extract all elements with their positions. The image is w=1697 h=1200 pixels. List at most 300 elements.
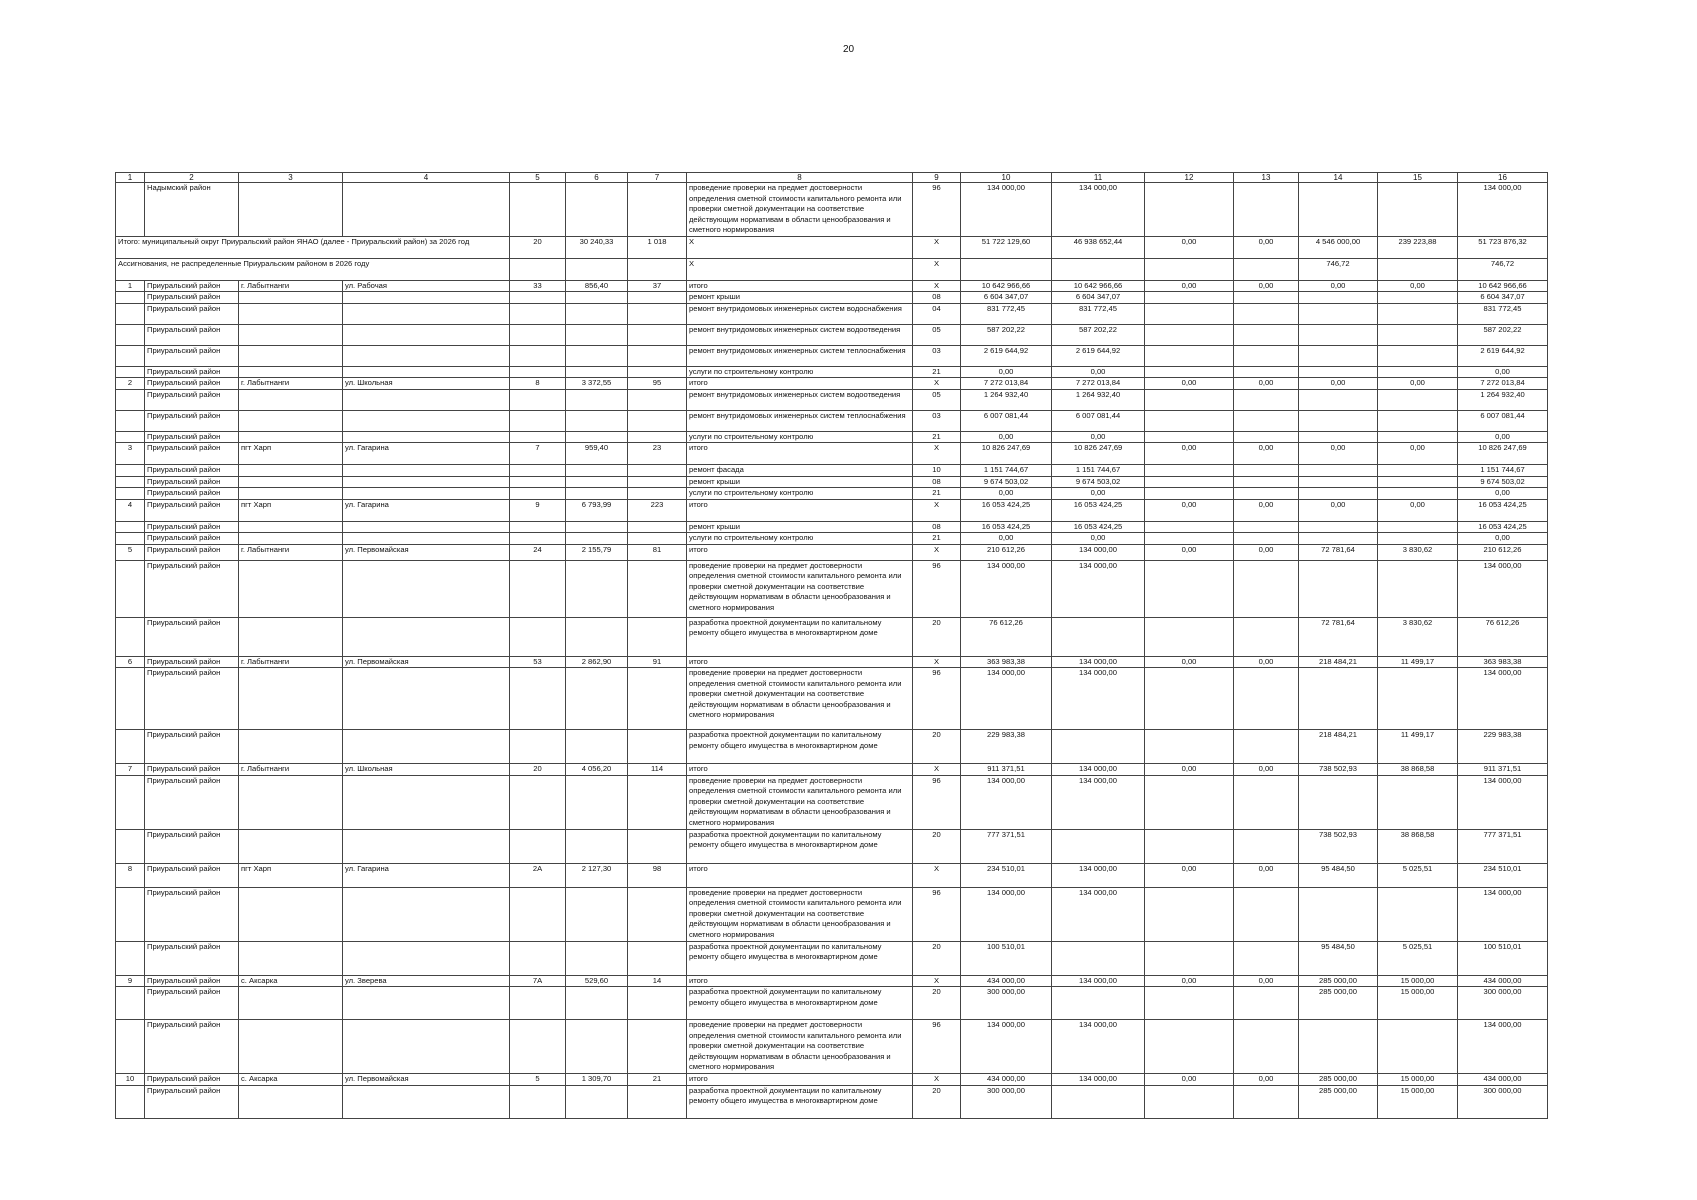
street-cell (343, 775, 510, 829)
district-cell: Приуральский район (145, 345, 239, 366)
cost-col-15-cell: 3 830,62 (1378, 617, 1458, 656)
total-cost-cell: 0,00 (961, 488, 1052, 500)
cost-col-11-cell: 134 000,00 (1052, 764, 1145, 776)
total-cost-cell: 134 000,00 (961, 887, 1052, 941)
total-cost-cell: 1 264 932,40 (961, 389, 1052, 410)
row-number-cell (116, 668, 145, 730)
column-number-cell: 16 (1458, 173, 1548, 183)
cost-col-11-cell: 1 264 932,40 (1052, 389, 1145, 410)
work-code-cell: X (913, 499, 961, 521)
house-number-cell (510, 1085, 566, 1118)
work-type-cell: разработка проектной документации по капитальному ремонту общего имущества в многоквартирном доме (687, 617, 913, 656)
work-code-cell: 05 (913, 324, 961, 345)
residents-cell (628, 941, 687, 975)
table-body (116, 183, 1548, 1119)
street-cell (343, 730, 510, 764)
settlement-cell (239, 560, 343, 617)
residents-cell (628, 476, 687, 488)
cost-col-13-cell (1234, 533, 1299, 545)
row-number-cell (116, 303, 145, 324)
cost-col-11-cell: 134 000,00 (1052, 560, 1145, 617)
settlement-cell (239, 292, 343, 304)
cost-col-15-cell: 0,00 (1378, 443, 1458, 465)
cost-col-12-cell (1145, 533, 1234, 545)
total-cost-cell: 434 000,00 (961, 975, 1052, 987)
cost-col-15-cell (1378, 488, 1458, 500)
work-code-cell: X (913, 258, 961, 280)
district-cell: Приуральский район (145, 775, 239, 829)
table-row (116, 887, 1548, 941)
street-cell (343, 617, 510, 656)
cost-col-11-cell: 831 772,45 (1052, 303, 1145, 324)
district-cell: Приуральский район (145, 324, 239, 345)
row-number-cell: 6 (116, 656, 145, 668)
area-cell (566, 829, 628, 863)
area-cell: 2 155,79 (566, 544, 628, 560)
district-cell: Приуральский район (145, 987, 239, 1020)
house-number-cell (510, 183, 566, 237)
cost-col-11-cell: 134 000,00 (1052, 775, 1145, 829)
street-cell (343, 887, 510, 941)
cost-col-12-cell (1145, 476, 1234, 488)
street-cell: ул. Зверева (343, 975, 510, 987)
total-cost-cell: 134 000,00 (961, 775, 1052, 829)
settlement-cell: г. Лабытнанги (239, 378, 343, 390)
cost-col-15-cell (1378, 345, 1458, 366)
cost-col-14-cell: 0,00 (1299, 443, 1378, 465)
residents-cell (628, 389, 687, 410)
cost-col-16-cell: 831 772,45 (1458, 303, 1548, 324)
cost-col-14-cell: 72 781,64 (1299, 617, 1378, 656)
cost-col-15-cell: 0,00 (1378, 378, 1458, 390)
area-cell: 856,40 (566, 280, 628, 292)
table-row (116, 292, 1548, 304)
cost-col-11-cell: 134 000,00 (1052, 656, 1145, 668)
row-number-cell (116, 431, 145, 443)
residents-cell (628, 617, 687, 656)
residents-cell: 37 (628, 280, 687, 292)
cost-col-14-cell (1299, 887, 1378, 941)
cost-col-16-cell: 0,00 (1458, 488, 1548, 500)
district-cell: Приуральский район (145, 389, 239, 410)
area-cell: 3 372,55 (566, 378, 628, 390)
cost-col-13-cell (1234, 410, 1299, 431)
cost-col-11-cell (1052, 1085, 1145, 1118)
table-row (116, 280, 1548, 292)
settlement-cell: пгт Харп (239, 443, 343, 465)
cost-col-13-cell (1234, 1020, 1299, 1074)
cost-col-15-cell (1378, 183, 1458, 237)
house-number-cell (510, 292, 566, 304)
cost-col-12-cell (1145, 292, 1234, 304)
cost-col-16-cell: 363 983,38 (1458, 656, 1548, 668)
district-cell: Приуральский район (145, 431, 239, 443)
cost-col-16-cell: 434 000,00 (1458, 975, 1548, 987)
cost-col-13-cell: 0,00 (1234, 764, 1299, 776)
street-cell (343, 829, 510, 863)
house-number-cell: 7 (510, 443, 566, 465)
row-number-cell (116, 887, 145, 941)
settlement-cell: г. Лабытнанги (239, 764, 343, 776)
cost-col-12-cell (1145, 488, 1234, 500)
work-code-cell: 03 (913, 345, 961, 366)
cost-col-13-cell: 0,00 (1234, 863, 1299, 887)
budget-table-container (115, 172, 1547, 1119)
cost-col-12-cell (1145, 829, 1234, 863)
cost-col-12-cell: 0,00 (1145, 236, 1234, 258)
district-cell: Приуральский район (145, 656, 239, 668)
district-cell: Приуральский район (145, 410, 239, 431)
house-number-cell (510, 560, 566, 617)
total-cost-cell: 587 202,22 (961, 324, 1052, 345)
cost-col-14-cell: 95 484,50 (1299, 941, 1378, 975)
cost-col-11-cell (1052, 941, 1145, 975)
residents-cell (628, 887, 687, 941)
cost-col-14-cell: 72 781,64 (1299, 544, 1378, 560)
cost-col-11-cell: 0,00 (1052, 533, 1145, 545)
cost-col-14-cell (1299, 533, 1378, 545)
cost-col-14-cell (1299, 431, 1378, 443)
work-type-cell: итого (687, 443, 913, 465)
table-row (116, 1074, 1548, 1086)
residents-cell: 95 (628, 378, 687, 390)
work-code-cell: X (913, 1074, 961, 1086)
table-row (116, 764, 1548, 776)
row-number-cell (116, 324, 145, 345)
cost-col-13-cell (1234, 488, 1299, 500)
house-number-cell (510, 410, 566, 431)
cost-col-11-cell: 6 007 081,44 (1052, 410, 1145, 431)
settlement-cell (239, 941, 343, 975)
work-code-cell: 21 (913, 366, 961, 378)
cost-col-15-cell: 15 000,00 (1378, 975, 1458, 987)
residents-cell (628, 410, 687, 431)
street-cell: ул. Гагарина (343, 863, 510, 887)
cost-col-12-cell (1145, 668, 1234, 730)
cost-col-15-cell: 15 000,00 (1378, 1085, 1458, 1118)
house-number-cell: 53 (510, 656, 566, 668)
work-type-cell: услуги по строительному контролю (687, 533, 913, 545)
cost-col-15-cell: 5 025,51 (1378, 863, 1458, 887)
cost-col-16-cell: 100 510,01 (1458, 941, 1548, 975)
house-number-cell (510, 345, 566, 366)
cost-col-16-cell: 16 053 424,25 (1458, 499, 1548, 521)
cost-col-16-cell: 2 619 644,92 (1458, 345, 1548, 366)
cost-col-12-cell (1145, 775, 1234, 829)
district-cell: Приуральский район (145, 292, 239, 304)
residents-cell (628, 533, 687, 545)
residents-cell: 1 018 (628, 236, 687, 258)
residents-cell (628, 829, 687, 863)
total-cost-cell: 10 826 247,69 (961, 443, 1052, 465)
street-cell (343, 431, 510, 443)
street-cell (343, 476, 510, 488)
cost-col-11-cell: 134 000,00 (1052, 887, 1145, 941)
cost-col-13-cell: 0,00 (1234, 236, 1299, 258)
settlement-cell (239, 1020, 343, 1074)
cost-col-12-cell (1145, 560, 1234, 617)
area-cell (566, 476, 628, 488)
work-type-cell: проведение проверки на предмет достоверности определения сметной стоимости капитального ремонта или проверки сметной документации на соответствие действующим нормативам в области ценообразования и сметного нормирования (687, 887, 913, 941)
row-number-cell (116, 560, 145, 617)
street-cell (343, 560, 510, 617)
cost-col-12-cell (1145, 941, 1234, 975)
column-number-cell: 9 (913, 173, 961, 183)
area-cell (566, 1020, 628, 1074)
street-cell (343, 668, 510, 730)
cost-col-11-cell: 134 000,00 (1052, 544, 1145, 560)
settlement-cell (239, 345, 343, 366)
district-cell: Приуральский район (145, 280, 239, 292)
column-number-cell: 1 (116, 173, 145, 183)
cost-col-15-cell (1378, 366, 1458, 378)
residents-cell: 14 (628, 975, 687, 987)
cost-col-16-cell: 6 007 081,44 (1458, 410, 1548, 431)
district-cell: Приуральский район (145, 975, 239, 987)
street-cell: ул. Школьная (343, 764, 510, 776)
work-type-cell: итого (687, 499, 913, 521)
work-type-cell: итого (687, 544, 913, 560)
total-cost-cell: 831 772,45 (961, 303, 1052, 324)
table-row (116, 560, 1548, 617)
cost-col-13-cell (1234, 366, 1299, 378)
house-number-cell (510, 941, 566, 975)
cost-col-14-cell (1299, 521, 1378, 533)
cost-col-14-cell: 746,72 (1299, 258, 1378, 280)
house-number-cell (510, 829, 566, 863)
cost-col-11-cell: 134 000,00 (1052, 183, 1145, 237)
settlement-cell (239, 465, 343, 477)
row-number-cell: 4 (116, 499, 145, 521)
house-number-cell (510, 488, 566, 500)
settlement-cell: с. Аксарка (239, 975, 343, 987)
column-number-cell: 4 (343, 173, 510, 183)
column-number-cell: 6 (566, 173, 628, 183)
column-number-cell: 7 (628, 173, 687, 183)
cost-col-16-cell: 210 612,26 (1458, 544, 1548, 560)
cost-col-13-cell (1234, 324, 1299, 345)
cost-col-14-cell (1299, 345, 1378, 366)
cost-col-11-cell: 134 000,00 (1052, 1074, 1145, 1086)
work-type-cell: услуги по строительному контролю (687, 366, 913, 378)
cost-col-11-cell: 10 826 247,69 (1052, 443, 1145, 465)
work-code-cell: 96 (913, 1020, 961, 1074)
area-cell: 2 862,90 (566, 656, 628, 668)
district-cell: Приуральский район (145, 1074, 239, 1086)
work-code-cell: 20 (913, 730, 961, 764)
cost-col-13-cell: 0,00 (1234, 975, 1299, 987)
work-type-cell: ремонт внутридомовых инженерных систем водоотведения (687, 324, 913, 345)
cost-col-11-cell: 10 642 966,66 (1052, 280, 1145, 292)
cost-col-16-cell: 134 000,00 (1458, 1020, 1548, 1074)
cost-col-11-cell: 16 053 424,25 (1052, 499, 1145, 521)
total-cost-cell: 6 604 347,07 (961, 292, 1052, 304)
table-row (116, 987, 1548, 1020)
cost-col-15-cell (1378, 668, 1458, 730)
settlement-cell: с. Аксарка (239, 1074, 343, 1086)
table-row (116, 775, 1548, 829)
area-cell (566, 887, 628, 941)
street-cell: ул. Первомайская (343, 656, 510, 668)
cost-col-11-cell: 0,00 (1052, 366, 1145, 378)
area-cell (566, 258, 628, 280)
cost-col-15-cell: 11 499,17 (1378, 730, 1458, 764)
summary-label: Итого: муниципальный округ Приуральский район ЯНАО (далее - Приуральский район) за 2026 год (116, 236, 510, 258)
house-number-cell (510, 521, 566, 533)
cost-col-15-cell (1378, 292, 1458, 304)
settlement-cell (239, 476, 343, 488)
cost-col-16-cell: 777 371,51 (1458, 829, 1548, 863)
work-code-cell: 96 (913, 560, 961, 617)
table-row (116, 378, 1548, 390)
row-number-cell: 5 (116, 544, 145, 560)
settlement-cell (239, 431, 343, 443)
cost-col-15-cell (1378, 775, 1458, 829)
total-cost-cell: 134 000,00 (961, 560, 1052, 617)
house-number-cell (510, 465, 566, 477)
cost-col-15-cell (1378, 887, 1458, 941)
street-cell (343, 465, 510, 477)
column-number-cell: 2 (145, 173, 239, 183)
cost-col-12-cell (1145, 1085, 1234, 1118)
cost-col-13-cell (1234, 560, 1299, 617)
table-row (116, 183, 1548, 237)
settlement-cell (239, 829, 343, 863)
residents-cell: 114 (628, 764, 687, 776)
total-cost-cell: 234 510,01 (961, 863, 1052, 887)
work-code-cell: 20 (913, 829, 961, 863)
street-cell: ул. Гагарина (343, 499, 510, 521)
work-type-cell: X (687, 236, 913, 258)
settlement-cell (239, 303, 343, 324)
total-cost-cell: 229 983,38 (961, 730, 1052, 764)
work-type-cell: ремонт внутридомовых инженерных систем водоснабжения (687, 303, 913, 324)
cost-col-13-cell (1234, 345, 1299, 366)
row-number-cell: 3 (116, 443, 145, 465)
cost-col-12-cell: 0,00 (1145, 378, 1234, 390)
house-number-cell (510, 303, 566, 324)
work-type-cell: итого (687, 764, 913, 776)
total-cost-cell: 10 642 966,66 (961, 280, 1052, 292)
cost-col-13-cell (1234, 303, 1299, 324)
work-type-cell: проведение проверки на предмет достоверности определения сметной стоимости капитального ремонта или проверки сметной документации на соответствие действующим нормативам в области ценообразования и сметного нормирования (687, 775, 913, 829)
table-row (116, 521, 1548, 533)
area-cell (566, 324, 628, 345)
total-cost-cell: 1 151 744,67 (961, 465, 1052, 477)
work-code-cell: 21 (913, 488, 961, 500)
work-type-cell: ремонт крыши (687, 476, 913, 488)
street-cell (343, 183, 510, 237)
cost-col-15-cell: 15 000,00 (1378, 987, 1458, 1020)
cost-col-11-cell: 134 000,00 (1052, 668, 1145, 730)
cost-col-15-cell (1378, 476, 1458, 488)
cost-col-14-cell: 285 000,00 (1299, 1074, 1378, 1086)
row-number-cell (116, 292, 145, 304)
street-cell: ул. Первомайская (343, 544, 510, 560)
house-number-cell (510, 431, 566, 443)
cost-col-15-cell: 11 499,17 (1378, 656, 1458, 668)
total-cost-cell: 0,00 (961, 431, 1052, 443)
residents-cell (628, 183, 687, 237)
cost-col-12-cell: 0,00 (1145, 863, 1234, 887)
cost-col-12-cell: 0,00 (1145, 280, 1234, 292)
total-cost-cell: 777 371,51 (961, 829, 1052, 863)
work-type-cell: итого (687, 1074, 913, 1086)
settlement-cell (239, 521, 343, 533)
work-code-cell: 08 (913, 476, 961, 488)
settlement-cell (239, 987, 343, 1020)
area-cell (566, 488, 628, 500)
district-cell: Приуральский район (145, 465, 239, 477)
row-number-cell (116, 533, 145, 545)
cost-col-16-cell: 229 983,38 (1458, 730, 1548, 764)
summary-row (116, 258, 1548, 280)
cost-col-16-cell: 434 000,00 (1458, 1074, 1548, 1086)
cost-col-14-cell: 4 546 000,00 (1299, 236, 1378, 258)
work-code-cell: 10 (913, 465, 961, 477)
cost-col-12-cell (1145, 521, 1234, 533)
row-number-cell (116, 775, 145, 829)
cost-col-11-cell: 0,00 (1052, 431, 1145, 443)
cost-col-12-cell (1145, 345, 1234, 366)
settlement-cell (239, 887, 343, 941)
house-number-cell (510, 775, 566, 829)
cost-col-12-cell (1145, 987, 1234, 1020)
area-cell (566, 1085, 628, 1118)
area-cell (566, 521, 628, 533)
work-type-cell: ремонт внутридомовых инженерных систем теплоснабжения (687, 345, 913, 366)
row-number-cell (116, 366, 145, 378)
district-cell: Приуральский район (145, 476, 239, 488)
residents-cell (628, 292, 687, 304)
cost-col-13-cell: 0,00 (1234, 443, 1299, 465)
cost-col-12-cell: 0,00 (1145, 975, 1234, 987)
total-cost-cell: 16 053 424,25 (961, 521, 1052, 533)
street-cell (343, 1085, 510, 1118)
cost-col-14-cell: 218 484,21 (1299, 656, 1378, 668)
work-type-cell: ремонт фасада (687, 465, 913, 477)
area-cell (566, 366, 628, 378)
work-type-cell: ремонт внутридомовых инженерных систем теплоснабжения (687, 410, 913, 431)
work-code-cell: 96 (913, 775, 961, 829)
cost-col-15-cell: 15 000,00 (1378, 1074, 1458, 1086)
cost-col-14-cell: 738 502,93 (1299, 829, 1378, 863)
cost-col-14-cell (1299, 465, 1378, 477)
residents-cell (628, 258, 687, 280)
cost-col-16-cell: 0,00 (1458, 431, 1548, 443)
column-number-header-row (116, 173, 1548, 183)
settlement-cell (239, 324, 343, 345)
cost-col-14-cell (1299, 1020, 1378, 1074)
cost-col-15-cell (1378, 533, 1458, 545)
total-cost-cell: 100 510,01 (961, 941, 1052, 975)
street-cell: ул. Школьная (343, 378, 510, 390)
table-row (116, 324, 1548, 345)
work-type-cell: проведение проверки на предмет достоверности определения сметной стоимости капитального ремонта или проверки сметной документации на соответствие действующим нормативам в области ценообразования и сметного нормирования (687, 183, 913, 237)
table-row (116, 668, 1548, 730)
cost-col-13-cell (1234, 431, 1299, 443)
cost-col-13-cell: 0,00 (1234, 656, 1299, 668)
cost-col-13-cell (1234, 465, 1299, 477)
total-cost-cell: 9 674 503,02 (961, 476, 1052, 488)
cost-col-16-cell: 76 612,26 (1458, 617, 1548, 656)
area-cell (566, 292, 628, 304)
table-row (116, 1020, 1548, 1074)
row-number-cell (116, 410, 145, 431)
district-cell: Приуральский район (145, 443, 239, 465)
residents-cell (628, 1020, 687, 1074)
total-cost-cell: 363 983,38 (961, 656, 1052, 668)
